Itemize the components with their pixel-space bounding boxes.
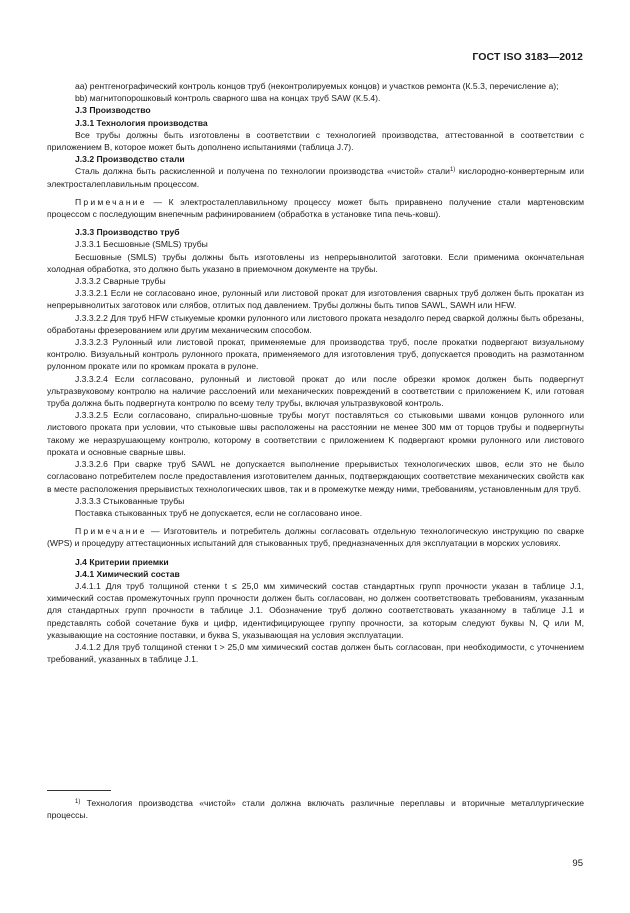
paragraph-steel xyxy=(47,165,584,189)
subsection-heading-j33: J.3.3 Производство труб xyxy=(75,227,180,238)
steel-text-part1: Сталь должна быть раскисленной и получена по технологии производства «чистой» стали xyxy=(75,166,450,177)
subsection-heading-j32: J.3.2 Производство стали xyxy=(75,154,185,165)
clause-j3326: J.3.3.2.6 При сварке труб SAWL не допускается выполнение прерывистых технологических швов, если это не было согласовано потребителем после предоставления изготовителем данных, подтверждающих соответствие механических свойств как в месте расположения прерывистых технологических швов, так и в промежутке между ними, требованиям, установленным для труб. xyxy=(47,459,584,494)
note-label: Примечание xyxy=(75,196,147,207)
note-text: — Изготовитель и потребитель должны согласовать отдельную технологическую инструкцию по сварке (WPS) и процедуру аттестационных испытаний для стыкованных труб, предназначенных для эксплуатации в морских условиях. xyxy=(47,526,584,549)
paragraph-smls: Бесшовные (SMLS) трубы должны быть изготовлены из непрерывнолитой заготовки. Если применима окончательная холодная обработка, это должно быть указано в приемочном документе на трубы. xyxy=(47,251,584,274)
document-body xyxy=(47,80,584,665)
section-heading-j3: J.3 Производство xyxy=(75,105,151,116)
paragraph-technology: Все трубы должны быть изготовлены в соответствии с технологией производства, аттестованной в соответствии с приложением В, которое может быть дополнено испытаниями (таблица J.7). xyxy=(47,129,584,153)
note-paragraph-1 xyxy=(47,196,584,220)
clause-j412: J.4.1.2 Для труб толщиной стенки t > 25,0 мм химический состав должен быть согласован, при необходимости, с уточнением требований, указанных в таблице J.1. xyxy=(47,641,584,665)
list-item-bb: bb) магнитопорошковый контроль сварного шва на концах труб SAW (К.5.4). xyxy=(75,93,381,104)
footnote-text: Технология производства «чистой» стали должна включать различные переплавы и вторичные металлургические процессы. xyxy=(47,798,584,821)
note-text: — К электросталеплавильному процессу может быть приравнено получение стали мартеновским процессом с последующим внепечным рафинированием (обработка в установке типа печь-ковш). xyxy=(47,196,584,220)
clause-heading-j331: J.3.3.1 Бесшовные (SMLS) трубы xyxy=(75,239,208,250)
standard-header: ГОСТ ISO 3183—2012 xyxy=(472,51,583,63)
footnote-divider xyxy=(47,790,111,791)
steel-text-part2: кислородно-конвертерным или электросталеплавильным процессом. xyxy=(47,166,584,189)
note-paragraph-2 xyxy=(47,525,584,549)
subsection-heading-j41: J.4.1 Химический состав xyxy=(75,568,180,579)
page-number: 95 xyxy=(572,858,583,869)
footnote-reference: 1) xyxy=(449,167,456,174)
clause-j3325: J.3.3.2.5 Если согласовано, спирально-шовные трубы могут поставляться со стыковыми швами концов рулонного или листового проката при условии, что стыковые швы расположены на расстоянии не менее 300 мм от торцов трубы и подвергнуты такому же неразрушающему контролю, которому в соответствии с приложением K подвергают кромки рулонного или листового проката и основные сварные швы. xyxy=(47,410,584,457)
clause-j3322: J.3.3.2.2 Для труб HFW стыкуемые кромки рулонного или листового проката незадолго перед сваркой должны быть обрезаны, обработаны фрезерованием или другим механическим способом. xyxy=(47,312,584,335)
clause-j3321: J.3.3.2.1 Если не согласовано иное, рулонный или листовой прокат для изготовления сварных труб должен быть прокатан из непрерывнолитых заготовок или слябов, отлитых под давлением. Трубы должны быть типов SAWL, SAWH или HFW. xyxy=(47,288,584,311)
clause-heading-j332: J.3.3.2 Сварные трубы xyxy=(75,276,166,287)
footnote-mark: 1) xyxy=(75,799,81,805)
list-item-aa: аа) рентгенографический контроль концов труб (неконтролируемых концов) и участков ремонта (К.5.3, перечисление а); xyxy=(75,81,559,91)
clause-j3324: J.3.3.2.4 Если согласовано, рулонный и листовой прокат до или после обрезки кромок должен быть подвергнут ультразвуковому контролю на наличие расслоений или механических повреждений в соответствии с приложением K, или готовая труба должна быть подвергнута контролю по всему телу трубы, включая ультразвуковой контроль. xyxy=(47,373,584,409)
section-heading-j4: J.4 Критерии приемки xyxy=(75,556,169,567)
paragraph-jointers: Поставка стыкованных труб не допускается, если не согласовано иное. xyxy=(75,507,363,518)
clause-j411: J.4.1.1 Для труб толщиной стенки t ≤ 25,0 мм химический состав стандартных групп прочности указан в таблице J.1, химический состав промежуточных групп прочности должен быть согласован, но должен соответствовать требованиям, указанным для стандартных групп прочности в таблице J.1. Обозначение труб должно соответствовать указанному в таблице J.1 и представлять собой сочетание букв и цифр, идентифицирующее группу прочности, за которым следуют буквы N, Q или M, указывающие на состояние поставки, и буква S, указывающая на условия эксплуатации. xyxy=(47,580,584,640)
subsection-heading-j31: J.3.1 Технология производства xyxy=(75,117,208,128)
clause-j3323: J.3.3.2.3 Рулонный или листовой прокат, применяемые для производства труб, после прокатки подвергают визуальному контролю. Визуальный контроль рулонного проката, применяемого для изготовления труб, допускается проводить на размотанном рулонном прокате или по кромкам проката в рулоне. xyxy=(47,337,584,372)
footnote xyxy=(47,797,584,821)
clause-heading-j333: J.3.3.3 Стыкованные трубы xyxy=(75,495,185,506)
note-label: Примечание xyxy=(75,526,147,537)
